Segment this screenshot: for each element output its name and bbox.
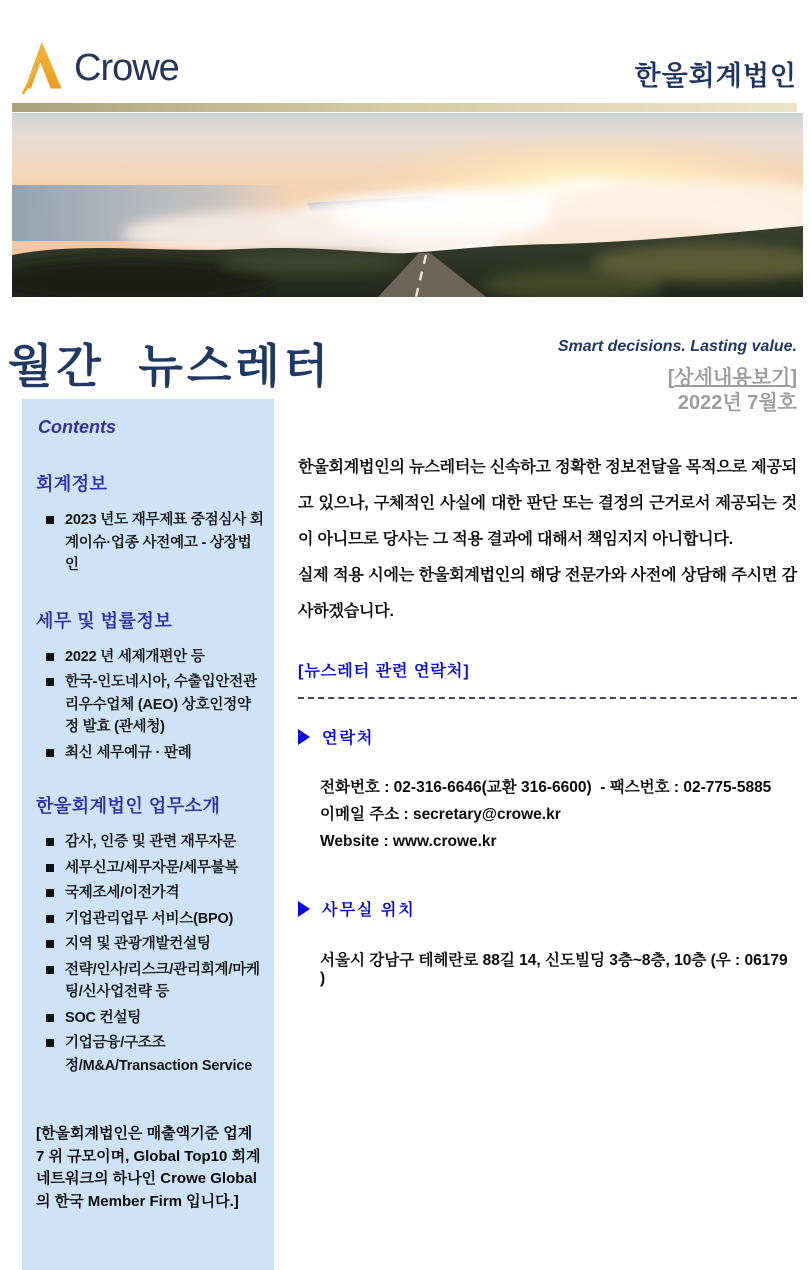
crowe-logo-text: Crowe bbox=[74, 47, 179, 89]
page-title: 월간 뉴스레터 bbox=[8, 340, 333, 392]
sidebar-section-services: 한울회계법인 업무소개 bbox=[36, 796, 221, 816]
square-bullet-icon bbox=[46, 678, 54, 686]
square-bullet-icon bbox=[46, 889, 54, 897]
square-bullet-icon bbox=[46, 838, 54, 846]
contact-details bbox=[298, 774, 797, 855]
arrow-right-icon bbox=[298, 729, 310, 745]
services-list bbox=[36, 831, 264, 1077]
sidebar-section-accounting: 회계정보 bbox=[36, 474, 108, 494]
square-bullet-icon bbox=[46, 915, 54, 923]
crowe-mountain-icon bbox=[12, 38, 66, 99]
phone-line: 전화번호 : 02-316-6646(교환 316-6600) - 팩스번호 : 02-775-5885 bbox=[320, 779, 772, 796]
arrow-right-icon bbox=[298, 901, 310, 917]
firm-description-note: [한울회계법인은 매출액기준 업계 7 위 규모이며, Global Top10 회계 네트워크의 하나인 Crowe Global 의 한국 Member Firm 입니다.] bbox=[36, 1125, 261, 1210]
list-item: 세무신고/세무자문/세무불복 bbox=[46, 857, 264, 880]
list-item: 2023 년도 재무제표 중점심사 회계이슈·업종 사전예고 - 상장법인 bbox=[46, 509, 264, 577]
square-bullet-icon bbox=[46, 653, 54, 661]
list-item: 최신 세무예규 · 판례 bbox=[46, 742, 264, 765]
detail-view-link-label[interactable]: 상세내용보기 bbox=[674, 367, 791, 389]
list-item: 한국-인도네시아, 수출입안전관리우수업체 (AEO) 상호인정약정 발효 (관세청) bbox=[46, 671, 264, 739]
header-divider-bar bbox=[12, 103, 797, 112]
square-bullet-icon bbox=[46, 749, 54, 757]
tax-law-list bbox=[36, 646, 264, 765]
website-line: Website : www.crowe.kr bbox=[320, 833, 497, 850]
main-content bbox=[298, 450, 797, 988]
list-item: 전략/인사/리스크/관리회계/마케팅/신사업전략 등 bbox=[46, 959, 264, 1004]
list-item: 지역 및 관광개발컨설팅 bbox=[46, 933, 264, 956]
list-item: SOC 컨설팅 bbox=[46, 1007, 264, 1030]
list-item: 감사, 인증 및 관련 재무자문 bbox=[46, 831, 264, 854]
square-bullet-icon bbox=[46, 1014, 54, 1022]
list-item: 기업금융/구조조정/M&A/Transaction Service bbox=[46, 1032, 264, 1077]
email-line: 이메일 주소 : secretary@crowe.kr bbox=[320, 806, 561, 823]
masthead-right bbox=[558, 338, 797, 416]
issue-number: 2022년 7월호 bbox=[677, 392, 797, 414]
dashed-divider bbox=[298, 697, 797, 699]
square-bullet-icon bbox=[46, 516, 54, 524]
square-bullet-icon bbox=[46, 966, 54, 974]
detail-view-link[interactable]: [상세내용보기] bbox=[667, 367, 797, 389]
square-bullet-icon bbox=[46, 864, 54, 872]
crowe-logo bbox=[12, 38, 179, 99]
newsletter-contact-header: [뉴스레터 관련 연락처] bbox=[298, 663, 470, 680]
contents-title: Contents bbox=[38, 417, 116, 437]
list-item: 기업관리업무 서비스(BPO) bbox=[46, 908, 264, 931]
contents-sidebar bbox=[22, 399, 274, 1270]
list-item: 국제조세/이전가격 bbox=[46, 882, 264, 905]
slogan: Smart decisions. Lasting value. bbox=[557, 338, 797, 355]
office-address: 서울시 강남구 테헤란로 88길 14, 신도빌딩 3층~8층, 10층 (우 : 06179 ) bbox=[320, 952, 792, 987]
sidebar-section-tax-law: 세무 및 법률정보 bbox=[36, 610, 173, 631]
square-bullet-icon bbox=[46, 940, 54, 948]
company-name: 한울회계법인 bbox=[634, 61, 797, 91]
office-section-title: 사무실 위치 bbox=[298, 897, 797, 920]
list-item: 2022 년 세제개편안 등 bbox=[46, 646, 264, 669]
square-bullet-icon bbox=[46, 1039, 54, 1047]
contact-section-title: 연락처 bbox=[298, 725, 797, 748]
landscape-photo bbox=[12, 113, 803, 297]
accounting-list bbox=[36, 509, 264, 577]
header bbox=[0, 0, 810, 100]
disclaimer-paragraph-1: 한울회계법인의 뉴스레터는 신속하고 정확한 정보전달을 목적으로 제공되고 있으나, 구체적인 사실에 대한 판단 또는 결정의 근거로서 제공되는 것이 아니므로 당사는 그 적용 결과에 대해서 책임지지 아니합니다. bbox=[298, 459, 797, 548]
disclaimer-paragraph-2: 실제 적용 시에는 한울회계법인의 해당 전문가와 사전에 상담해 주시면 감사하겠습니다. bbox=[298, 567, 797, 620]
